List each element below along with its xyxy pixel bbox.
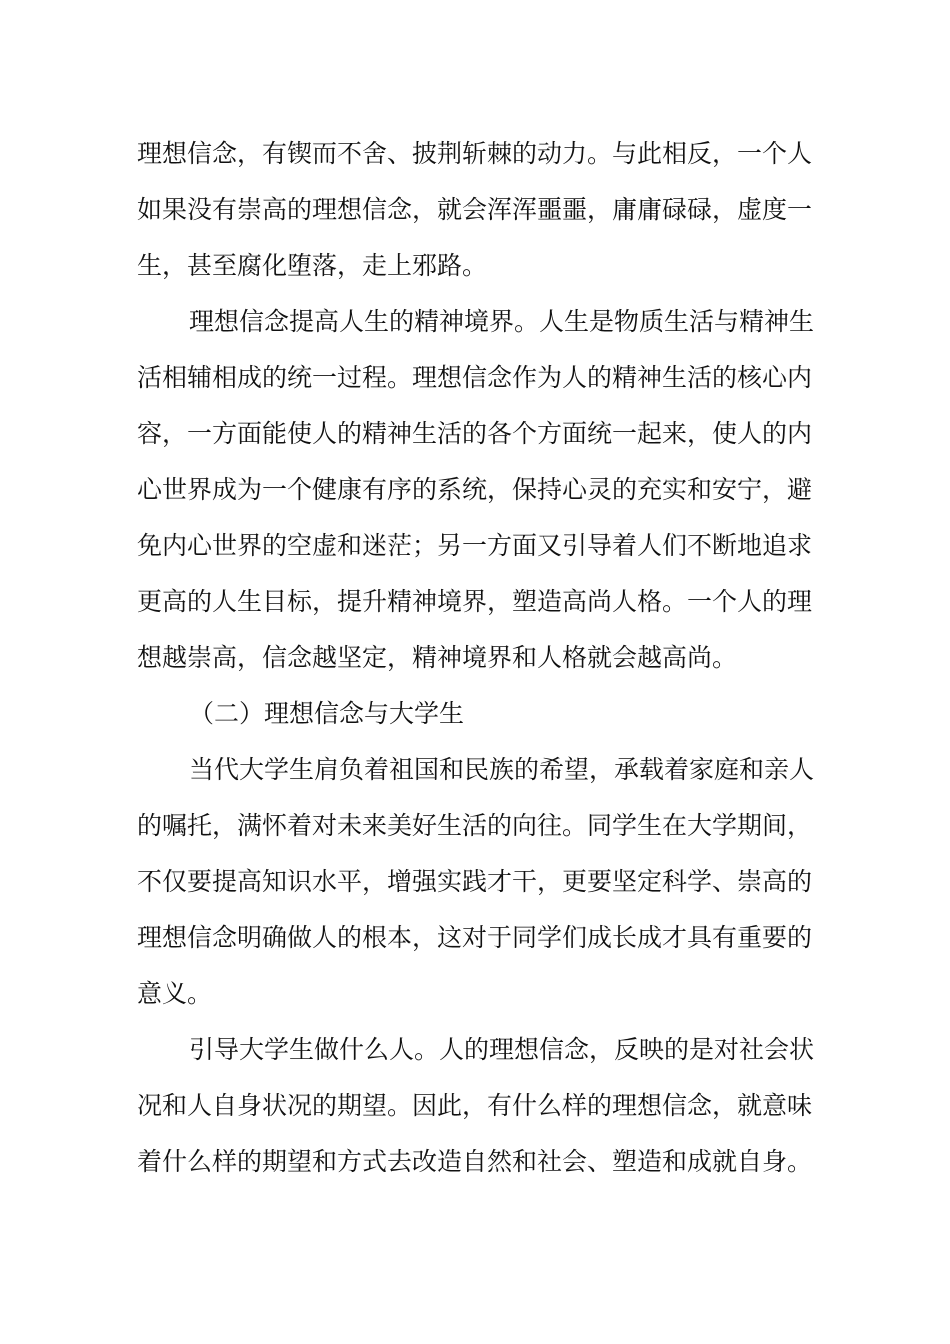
paragraph-1 <box>137 126 813 294</box>
paragraph-line: 如果没有崇高的理想信念，就会浑浑噩噩，庸庸碌碌，虚度一 <box>137 195 813 224</box>
paragraph-line: 不仅要提高知识水平，增强实践才干，更要坚定科学、崇高的 <box>137 867 813 896</box>
paragraph-line: 意义。 <box>137 979 213 1008</box>
paragraph-3 <box>137 742 813 1022</box>
paragraph-line: 的嘱托，满怀着对未来美好生活的向往。同学生在大学期间， <box>137 811 813 840</box>
paragraph-line: 更高的人生目标，提升精神境界，塑造高尚人格。一个人的理 <box>137 587 813 616</box>
paragraph-line: 理想信念，有锲而不舍、披荆斩棘的动力。与此相反，一个人 <box>137 139 813 168</box>
paragraph-line: 心世界成为一个健康有序的系统，保持心灵的充实和安宁，避 <box>137 475 813 504</box>
paragraph-2 <box>137 294 813 686</box>
paragraph-line: 当代大学生肩负着祖国和民族的希望，承载着家庭和亲人 <box>189 755 815 784</box>
paragraph-line: 引导大学生做什么人。人的理想信念，反映的是对社会状 <box>189 1035 815 1064</box>
section-heading-text: （二）理想信念与大学生 <box>189 699 465 728</box>
paragraph-line: 想越崇高，信念越坚定，精神境界和人格就会越高尚。 <box>137 643 738 672</box>
document-page <box>137 126 813 1190</box>
paragraph-line: 活相辅相成的统一过程。理想信念作为人的精神生活的核心内 <box>137 363 813 392</box>
paragraph-line: 况和人自身状况的期望。因此，有什么样的理想信念，就意味 <box>137 1091 813 1120</box>
paragraph-line: 免内心世界的空虚和迷茫；另一方面又引导着人们不断地追求 <box>137 531 813 560</box>
paragraph-line: 理想信念明确做人的根本，这对于同学们成长成才具有重要的 <box>137 923 813 952</box>
section-heading <box>137 686 813 742</box>
paragraph-line: 容，一方面能使人的精神生活的各个方面统一起来，使人的内 <box>137 419 813 448</box>
paragraph-4 <box>137 1022 813 1190</box>
paragraph-line: 生，甚至腐化堕落，走上邪路。 <box>137 251 488 280</box>
paragraph-line: 着什么样的期望和方式去改造自然和社会、塑造和成就自身。 <box>137 1147 813 1176</box>
paragraph-line: 理想信念提高人生的精神境界。人生是物质生活与精神生 <box>189 307 815 336</box>
